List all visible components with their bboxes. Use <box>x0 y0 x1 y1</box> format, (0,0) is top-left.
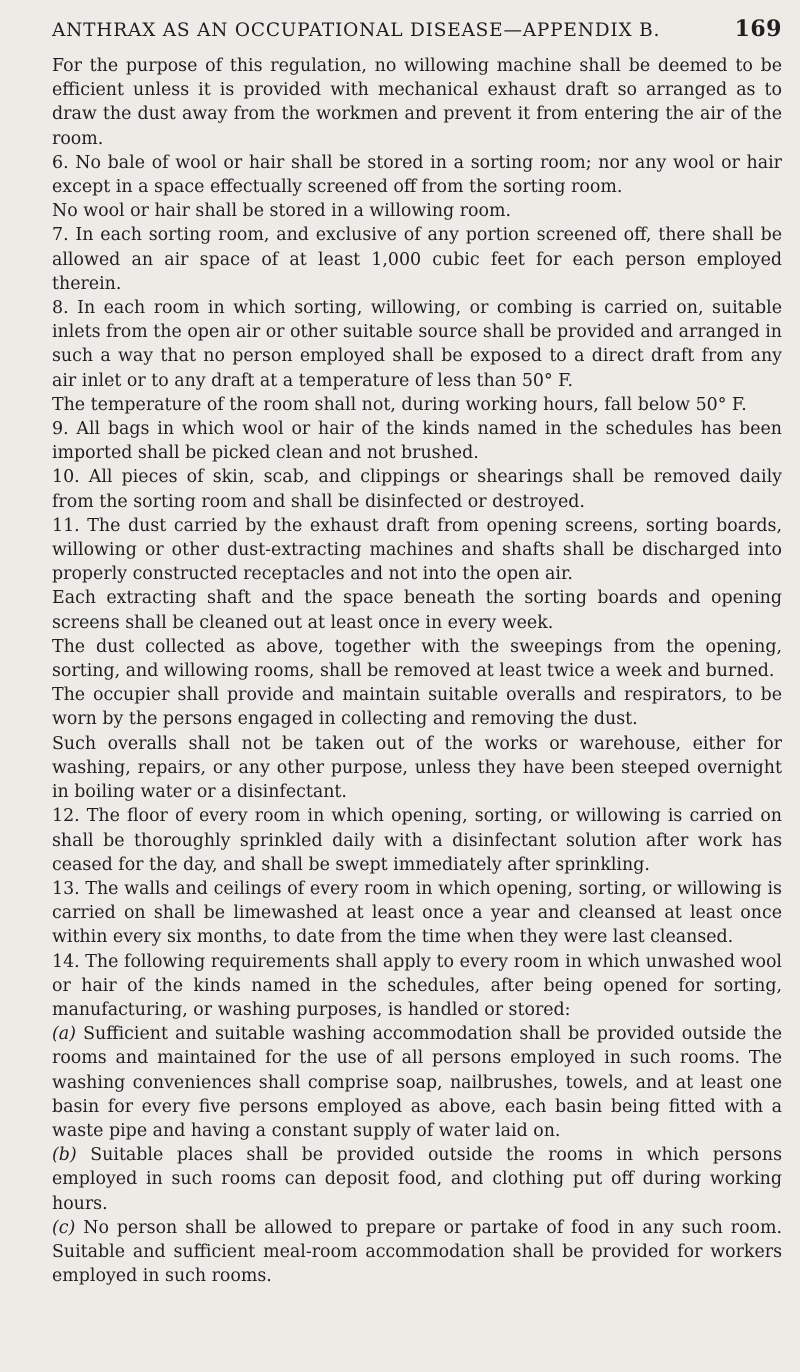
subclause-label: (a) <box>52 1024 76 1045</box>
paragraph: 8. In each room in which sorting, willowing, or combing is carried on, suitable inlets from the open air or other suitable source shall be provided and arranged in such a way that no person employed shall be exposed to a direct draft from any air inlet or to any draft at a temperature of less than 50° F. <box>52 298 782 391</box>
subclause-c <box>52 1216 782 1289</box>
body-text <box>52 54 782 1288</box>
paragraph: 9. All bags in which wool or hair of the kinds named in the schedules has been imported shall be picked clean and not brushed. <box>52 419 782 464</box>
paragraph: 6. No bale of wool or hair shall be stored in a sorting room; nor any wool or hair except in a space effectually screened off from the sorting room. <box>52 152 782 198</box>
page-number: 169 <box>734 16 782 42</box>
paragraph: The occupier shall provide and maintain suitable overalls and respirators, to be worn by the persons engaged in collecting and removing the dust. <box>52 685 782 730</box>
paragraph: 12. The floor of every room in which opening, sorting, or willowing is carried on shall be thoroughly sprinkled daily with a disinfectant solution after work has ceased for the day, and shall be swept immediately after sprinkling. <box>52 806 782 875</box>
running-title: ANTHRAX AS AN OCCUPATIONAL DISEASE—APPENDIX B. <box>52 20 661 41</box>
paragraph: Such overalls shall not be taken out of the works or warehouse, either for washing, repairs, or any other purpose, unless they have been steeped overnight in boiling water or a disinfectant. <box>52 733 782 803</box>
subclause-a <box>52 1022 782 1143</box>
paragraph: 11. The dust carried by the exhaust draft from opening screens, sorting boards, willowing or other dust-extracting machines and shafts shall be discharged into properly constructed receptacles and not into the open air. <box>52 515 782 585</box>
subclause-text: Sufficient and suitable washing accommodation shall be provided outside the rooms and maintained for the use of all persons employed in such rooms. The washing conveniences shall comprise soap, nailbrushes, towels, and at least one basin for every five persons employed as above, each basin being fitted with a waste pipe and having a constant supply of water laid on. <box>52 1024 782 1141</box>
paragraph: The temperature of the room shall not, during working hours, fall below 50° F. <box>52 394 747 415</box>
subclause-text: No person shall be allowed to prepare or partake of food in any such room. Suitable and sufficient meal-room accommodation shall be provided for workers employed in such rooms. <box>52 1217 783 1287</box>
running-header <box>52 16 782 42</box>
paragraph: 7. In each sorting room, and exclusive of any portion screened off, there shall be allowed an air space of at least 1,000 cubic feet for each person employed therein. <box>52 225 782 294</box>
subclause-label: (b) <box>52 1145 77 1166</box>
paragraph: The dust collected as above, together with the sweepings from the opening, sorting, and willowing rooms, shall be removed at least twice a week and burned. <box>52 636 782 682</box>
paragraph: For the purpose of this regulation, no willowing machine shall be deemed to be efficient unless it is provided with mechanical exhaust draft so arranged as to draw the dust away from the workmen and prevent it from entering the air of the room. <box>52 56 782 149</box>
paragraph: No wool or hair shall be stored in a willowing room. <box>52 201 511 222</box>
paragraph: 14. The following requirements shall apply to every room in which unwashed wool or hair of the kinds named in the schedules, after being opened for sorting, manufacturing, or washing purposes, is handled or stored: <box>52 951 782 1020</box>
paragraph: Each extracting shaft and the space beneath the sorting boards and opening screens shall be cleaned out at least once in every week. <box>52 588 782 633</box>
subclause-text: Suitable places shall be provided outside the rooms in which persons employed in such rooms can deposit food, and clothing put off during working hours. <box>52 1145 783 1214</box>
paragraph: 13. The walls and ceilings of every room in which opening, sorting, or willowing is carried on shall be limewashed at least once a year and cleansed at least once within every six months, to date from the time when they were last cleansed. <box>52 878 782 948</box>
subclause-b <box>52 1143 782 1216</box>
paragraph: 10. All pieces of skin, scab, and clippings or shearings shall be removed daily from the sorting room and shall be disinfected or destroyed. <box>52 467 782 512</box>
subclause-label: (c) <box>52 1217 76 1238</box>
